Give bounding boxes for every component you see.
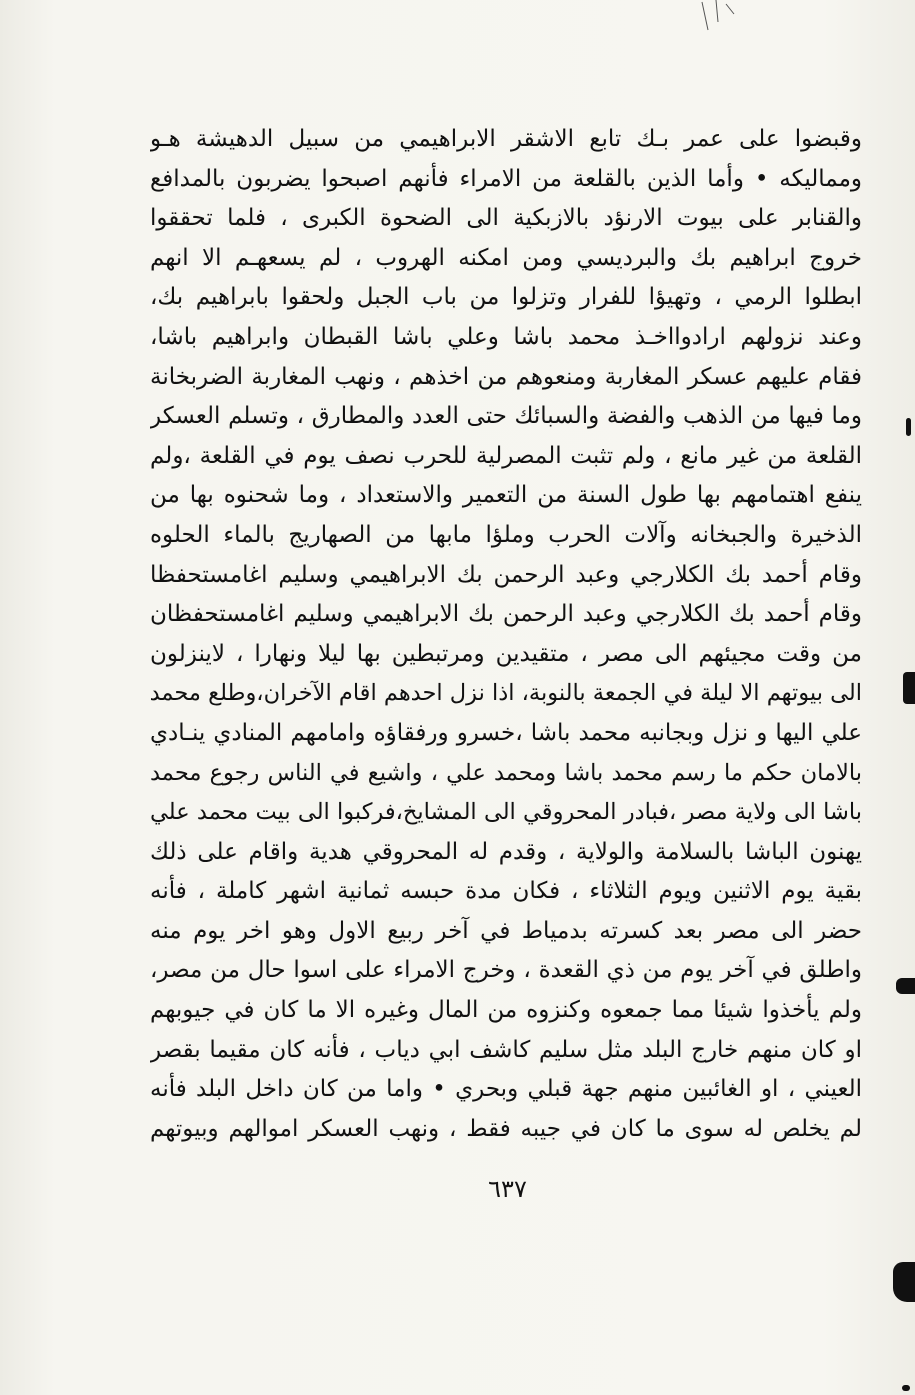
text-line: العيني ، او الغائبين منهم جهة قبلي وبحري • واما من كان داخل البلد فأنه	[150, 1076, 862, 1103]
text-line: وقام أحمد بك الكلارجي وعبد الرحمن بك الابراهيمي وسليم اغامستحفظان	[150, 601, 862, 628]
text-line: حضر الى مصر بعد كسرته بدمياط في آخر ربيع الاول وهو اخر يوم منه	[150, 917, 862, 944]
text-line: ومماليكه • وأما الذين بالقلعة من الامراء فأنهم اصبحوا يضربون بالمدافع	[150, 165, 862, 192]
body-text	[150, 120, 862, 1149]
text-line: ابطلوا الرمي ، وتهيؤا للفرار وتزلوا من باب الجبل ولحقوا بابراهيم بك،	[150, 284, 862, 311]
text-line: باشا الى ولاية مصر ،فبادر المحروقي الى المشايخ،فركبوا الى بيت محمد علي	[150, 799, 862, 826]
text-line: بقية يوم الاثنين ويوم الثلاثاء ، فكان مدة حبسه ثمانية اشهر كاملة ، فأنه	[150, 878, 862, 905]
text-line: واطلق في آخر يوم من ذي القعدة ، وخرج الامراء على اسوا حال من مصر،	[150, 957, 862, 984]
margin-ink-mark	[903, 672, 915, 704]
paper-scratch-mark	[698, 0, 738, 34]
text-line: وقام أحمد بك الكلارجي وعبد الرحمن بك الابراهيمي وسليم اغامستحفظا	[150, 561, 862, 588]
text-line: علي اليها و نزل وبجانبه محمد باشا ،خسرو ورفقاؤه وامامهم المنادي ينـادي	[150, 719, 862, 746]
text-line: خروج ابراهيم بك والبرديسي ومن امكنه الهروب ، لم يسعهـم الا انهم	[150, 244, 862, 271]
text-line: والقنابر على بيوت الارنؤد بالازبكية الى الضحوة الكبرى ، فلما تحققوا	[150, 205, 862, 232]
text-line: وما فيها من الذهب والفضة والسبائك حتى العدد والمطارق ، وتسلم العسكر	[150, 403, 862, 430]
text-line: من وقت مجيئهم الى مصر ، متقيدين ومرتبطين بها ليلا ونهارا ، لاينزلون	[150, 640, 862, 667]
text-line: وقبضوا على عمر بـك تابع الاشقر الابراهيمي من سبيل الدهيشة هـو	[150, 126, 862, 152]
page-number: ٦٣٧	[488, 1175, 527, 1203]
text-line: فقام عليهم عسكر المغاربة ومنعوهم من اخذهم ، ونهب المغاربة الضربخانة	[150, 363, 862, 390]
text-line: بالامان حكم ما رسم محمد باشا ومحمد علي ، واشيع في الناس رجوع محمد	[150, 759, 862, 786]
text-line: ولم يأخذوا شيئا مما جمعوه وكنزوه من المال وغيره الا ما كان في جيوبهم	[150, 997, 862, 1024]
text-line: القلعة من غير مانع ، ولم تثبت المصرلية للحرب نصف يوم في القلعة ،ولم	[150, 442, 862, 469]
text-line: الى بيوتهم الا ليلة في الجمعة بالنوبة، اذا نزل احدهم اقام الآخران،وطلع محمد	[150, 680, 862, 707]
text-line: يهنون الباشا بالسلامة والولاية ، وقدم له المحروقي هدية واقام على ذلك	[150, 838, 862, 865]
margin-ink-mark	[902, 1385, 910, 1391]
margin-ink-mark	[906, 418, 911, 436]
text-line: او كان منهم خارج البلد مثل سليم كاشف ابي دياب ، فأنه كان مقيما بقصر	[150, 1036, 862, 1063]
margin-ink-mark	[893, 1262, 915, 1302]
text-line: وعند نزولهم ارادوااخـذ محمد باشا وعلي باشا القبطان وابراهيم باشا،	[150, 323, 862, 350]
text-line: لم يخلص له سوى ما كان في جيبه فقط ، ونهب العسكر اموالهم وبيوتهم	[150, 1115, 862, 1142]
text-line: الذخيرة والجبخانه وآلات الحرب وملؤا مابها من الصهاريج بالماء الحلوه	[150, 521, 862, 548]
text-line: ينفع اهتمامهم بها طول السنة من التعمير والاستعداد ، وما شحنوه بها من	[150, 482, 862, 509]
margin-ink-mark	[896, 978, 915, 994]
